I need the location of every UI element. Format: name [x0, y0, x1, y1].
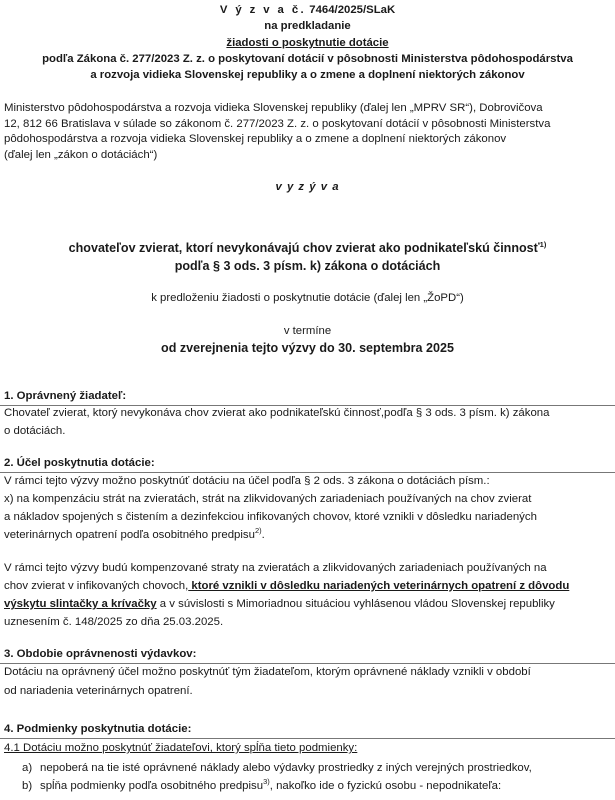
- section-2-para-2-line-3: [4, 597, 555, 611]
- section-2-p2-text: chov zvierat v infikovaných chovoch,: [4, 580, 189, 592]
- section-1-line-2: o dotáciách.: [4, 425, 66, 437]
- item-b-text-main: spĺňa podmienky podľa osobitného predpisu: [40, 780, 264, 792]
- section-1-line-1: Chovateľ zvierat, ktorý nevykonáva chov zvierat ako podnikateľskú činnosť,podľa § 3 ods. 3 písm. k) zákona: [4, 407, 550, 419]
- section-2-p2-text: a v súvislosti s Mimoriadnou situáciou vyhlásenou vládou Slovenskej republiky: [156, 598, 555, 610]
- intro-line-4: (ďalej len „zákon o dotáciách“): [4, 149, 158, 161]
- document-title: [0, 3, 615, 17]
- term-label: v termíne: [283, 325, 332, 337]
- section-2-para-2-line-1: V rámci tejto výzvy budú kompenzované straty na zvieratách a zlikvidovaných zariadeniach používaných na: [4, 562, 547, 574]
- divider: [0, 663, 615, 664]
- section-2-p2-emphasis: ktoré vznikli v dôsledku nariadených veterinárnych opatrení z dôvodu: [188, 580, 570, 592]
- target-text: chovateľov zvierat, ktorí nevykonávajú chov zvierat ako podnikateľskú činnosť: [68, 241, 540, 255]
- section-4-1-heading: 4.1 Dotáciu možno poskytnúť žiadateľovi, ktorý spĺňa tieto podmienky:: [4, 742, 358, 754]
- footnote-2-ref: 2): [254, 526, 262, 535]
- section-2-line-4-end: .: [261, 529, 265, 541]
- section-4-heading: 4. Podmienky poskytnutia dotácie:: [4, 723, 192, 735]
- doc-type: žiadosti o poskytnutie dotácie: [226, 37, 389, 49]
- law-line-1: podľa Zákona č. 277/2023 Z. z. o poskytovaní dotácií v pôsobnosti Ministerstva pôdohospodárstva: [42, 53, 573, 65]
- section-3-heading: 3. Obdobie oprávnenosti výdavkov:: [4, 648, 197, 660]
- section-3-line-2: od nariadenia veterinárnych opatrení.: [4, 685, 193, 697]
- intro-line-1: Ministerstvo pôdohospodárstva a rozvoja vidieka Slovenskej republiky (ďalej len „MPRV SR“), Dobrovičova: [4, 102, 543, 114]
- section-2-p2-emphasis: výskytu slintačky a krívačky: [4, 598, 157, 610]
- call-word: v y z ý v a: [275, 181, 340, 193]
- item-b-label: b): [22, 780, 33, 792]
- submission-note: k predloženiu žiadosti o poskytnutie dotácie (ďalej len „ŽoPD“): [151, 292, 464, 304]
- divider: [0, 472, 615, 473]
- section-3-line-1: Dotáciu na oprávnený účel možno poskytnúť tým žiadateľom, ktorým oprávnené náklady vznikli v období: [4, 666, 531, 678]
- intro-line-3: pôdohospodárstva a rozvoja vidieka Slovenskej republiky a o zmene a doplnení niektorých zákonov: [4, 133, 507, 145]
- law-line-2: a rozvoja vidieka Slovenskej republiky a o zmene a doplnení niektorých zákonov: [90, 69, 525, 81]
- section-1-heading: 1. Oprávnený žiadateľ:: [4, 390, 127, 402]
- section-2-line-4-text: veterinárnych opatrení podľa osobitného predpisu: [4, 529, 255, 541]
- target-line-2: podľa § 3 ods. 3 písm. k) zákona o dotáciách: [174, 259, 441, 273]
- title-prefix: V ý z v a č.: [219, 4, 307, 16]
- footnote-1-ref: 1): [539, 240, 547, 249]
- target-line-1: [0, 240, 615, 256]
- section-2-line-2: x) na kompenzáciu strát na zvieratách, strát na zlikvidovaných zariadeniach používaných na chov zvierat: [4, 493, 532, 505]
- item-b-text-end: , nakoľko ide o fyzickú osobu - nepodnikateľa:: [269, 780, 502, 792]
- title-number: 7464/2025/SLaK: [309, 4, 396, 16]
- item-a-text: nepoberá na tie isté oprávnené náklady alebo výdavky prostriedky z iných verejných prostriedkov,: [40, 762, 532, 774]
- section-2-para-2-line-4: uznesením č. 148/2025 zo dňa 25.03.2025.: [4, 616, 224, 628]
- section-2-line-3: a nákladov spojených s čistením a dezinfekciou infikovaných chovov, ktoré vznikli v dôsledku nariadených: [4, 511, 537, 523]
- section-2-line-4: [4, 528, 265, 542]
- section-2-para-2-line-2: [4, 579, 569, 593]
- intro-line-2: 12, 812 66 Bratislava v súlade so zákonom č. 277/2023 Z. z. o poskytovaní dotácií v pôsobnosti Ministerstva: [4, 118, 551, 130]
- divider: [0, 738, 615, 739]
- item-a-label: a): [22, 762, 33, 774]
- subtitle: na predkladanie: [264, 20, 351, 32]
- footnote-3-ref: 3): [263, 777, 270, 786]
- item-b-text: [40, 779, 501, 793]
- section-2-heading: 2. Účel poskytnutia dotácie:: [4, 457, 155, 469]
- term-value: od zverejnenia tejto výzvy do 30. septembra 2025: [161, 341, 454, 355]
- section-2-line-1: V rámci tejto výzvy možno poskytnúť dotáciu na účel podľa § 2 ods. 3 zákona o dotáciách písm.:: [4, 475, 490, 487]
